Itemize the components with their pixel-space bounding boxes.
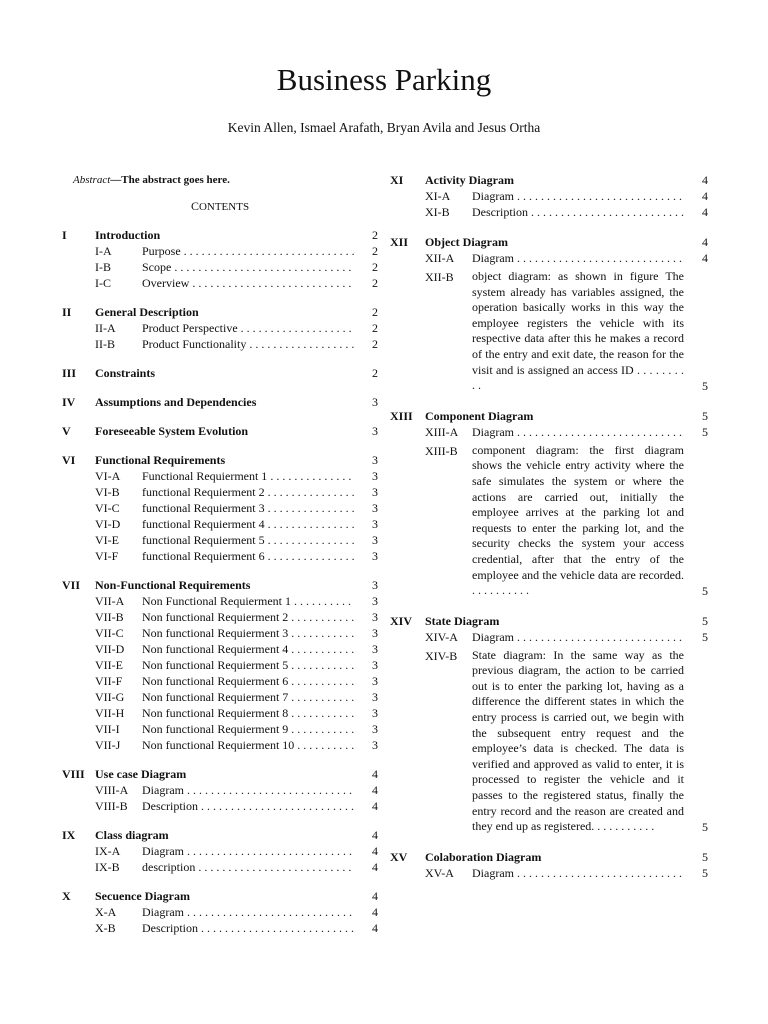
toc-section xyxy=(390,408,708,599)
toc-section-heading[interactable] xyxy=(390,408,708,424)
toc-subsection[interactable] xyxy=(62,843,378,859)
page-number: 3 xyxy=(372,674,378,688)
toc-subsection[interactable] xyxy=(62,532,378,548)
subsection-number: VII-C xyxy=(95,626,124,640)
page-number: 3 xyxy=(372,642,378,656)
page-number: 4 xyxy=(372,860,378,874)
toc-subsection[interactable] xyxy=(62,689,378,705)
section-number: V xyxy=(62,424,71,438)
toc-subsection[interactable] xyxy=(62,484,378,500)
toc-section xyxy=(62,827,378,875)
toc-subsection[interactable] xyxy=(62,920,378,936)
toc-right-column xyxy=(390,172,708,895)
subsection-number: VIII-B xyxy=(95,799,128,813)
section-title: Assumptions and Dependencies xyxy=(95,395,257,409)
toc-section-heading[interactable] xyxy=(62,827,378,843)
toc-subsection[interactable] xyxy=(62,782,378,798)
section-title: Functional Requirements xyxy=(95,453,226,467)
toc-subsection[interactable] xyxy=(62,721,378,737)
section-number: VII xyxy=(62,578,81,592)
page-number: 3 xyxy=(372,424,378,438)
page-number: 4 xyxy=(702,251,708,265)
toc-subsection[interactable] xyxy=(62,625,378,641)
toc-section xyxy=(62,452,378,564)
subsection-title: functional Requierment 4 . . . xyxy=(142,516,354,532)
toc-section-heading[interactable] xyxy=(62,304,378,320)
page-number: 3 xyxy=(372,549,378,563)
section-number: IV xyxy=(62,395,76,409)
page-number: 5 xyxy=(702,849,708,864)
section-title: Non-Functional Requirements xyxy=(95,578,251,592)
subsection-title: Non functional Requierment 2 . . . xyxy=(142,609,354,625)
toc-section xyxy=(62,888,378,936)
section-number: IX xyxy=(62,828,76,842)
page-number: 4 xyxy=(702,235,708,249)
subsection-title: object diagram: as shown in figure The system already has variables assigned, the operation basically works in this way the employee registers the vehicle with its respective data after this he makes a record of the entry and exit date, the reason for the visit and is assigned an access ID . . . . . . . . . . xyxy=(472,269,684,393)
abstract xyxy=(73,174,230,186)
page-number: 4 xyxy=(702,189,708,203)
subsection-number: VI-D xyxy=(95,517,121,531)
subsection-number: XII-B xyxy=(425,270,454,284)
subsection-number: XIII-B xyxy=(425,443,458,458)
page-number: 3 xyxy=(372,578,378,592)
page-number: 2 xyxy=(372,244,378,258)
section-title: Class diagram xyxy=(95,828,169,842)
section-title: Foreseeable System Evolution xyxy=(95,424,249,438)
subsection-number: VI-C xyxy=(95,501,120,515)
subsection-title: Diagram . . . xyxy=(472,188,684,204)
toc-subsection[interactable] xyxy=(62,859,378,875)
toc-section-heading[interactable] xyxy=(390,234,708,250)
page-number: 5 xyxy=(702,865,708,880)
subsection-title: Scope . . . xyxy=(142,259,354,275)
page-number: 3 xyxy=(372,626,378,640)
page-number: 3 xyxy=(372,501,378,515)
page-number: 2 xyxy=(372,305,378,319)
subsection-number: XI-A xyxy=(425,189,451,203)
page-number: 4 xyxy=(372,799,378,813)
page-number: 4 xyxy=(372,889,378,903)
toc-section xyxy=(62,365,378,381)
section-title: Introduction xyxy=(95,228,161,242)
section-number: XV xyxy=(390,849,408,864)
subsection-number: VII-H xyxy=(95,706,125,720)
page-number: 4 xyxy=(372,783,378,797)
page-number: 5 xyxy=(702,819,708,834)
toc-section xyxy=(62,227,378,291)
subsection-title: Non functional Requierment 10 . . . xyxy=(142,737,354,753)
toc-subsection[interactable] xyxy=(62,243,378,259)
toc-section xyxy=(390,849,708,881)
page-number: 3 xyxy=(372,610,378,624)
subsection-title: Non functional Requierment 7 . . . xyxy=(142,689,354,705)
subsection-title: Diagram . . . xyxy=(142,843,354,859)
toc-section xyxy=(390,613,708,835)
page-number: 3 xyxy=(372,594,378,608)
subsection-title: State diagram: In the same way as the previous diagram, the action to be carried out is to enter the parking lot, having as a difference the different states in which the entry process is carried out, we begin with the subsequent entry request and the employee’s data is checked. The data is verified and approved as valid to enter, it is processed to register the vehicle and it passes to the registered status, finally the entry record and the reason are created and they end up as registered. . . . . . . . . . . xyxy=(472,647,684,834)
toc-subsection[interactable] xyxy=(390,648,708,835)
page-number: 3 xyxy=(372,722,378,736)
page-number: 2 xyxy=(372,337,378,351)
section-number: I xyxy=(62,228,67,242)
toc-subsection[interactable] xyxy=(390,443,708,599)
page-number: 5 xyxy=(702,378,708,393)
subsection-title: Non functional Requierment 6 . . . xyxy=(142,673,354,689)
subsection-number: X-A xyxy=(95,905,117,919)
subsection-title: Diagram . . . xyxy=(142,782,354,798)
section-title: Object Diagram xyxy=(425,235,508,249)
subsection-number: II-A xyxy=(95,321,116,335)
toc-subsection[interactable] xyxy=(62,548,378,564)
toc-subsection[interactable] xyxy=(390,250,708,266)
subsection-number: VII-F xyxy=(95,674,123,688)
page-number: 4 xyxy=(372,767,378,781)
contents-heading: CONTENTS xyxy=(190,199,250,213)
toc-subsection[interactable] xyxy=(62,737,378,753)
page-number: 5 xyxy=(702,629,708,644)
toc-section xyxy=(62,423,378,439)
toc-subsection[interactable] xyxy=(62,904,378,920)
subsection-title: Description . . . xyxy=(472,204,684,220)
toc-section-heading[interactable] xyxy=(62,577,378,593)
section-number: XIV xyxy=(390,613,413,628)
page-number: 2 xyxy=(372,321,378,335)
subsection-title: Description . . . xyxy=(142,798,354,814)
toc-subsection[interactable] xyxy=(390,269,708,394)
section-title: Constraints xyxy=(95,366,156,380)
subsection-title: Non Functional Requierment 1 . . . xyxy=(142,593,354,609)
page-number: 5 xyxy=(702,408,708,423)
subsection-number: XIV-B xyxy=(425,648,458,663)
toc-subsection[interactable] xyxy=(62,275,378,291)
subsection-title: functional Requierment 5 . . . xyxy=(142,532,354,548)
page-number: 4 xyxy=(372,844,378,858)
toc-subsection[interactable] xyxy=(62,593,378,609)
section-number: VI xyxy=(62,453,76,467)
subsection-title: component diagram: the first diagram shows the vehicle entry activity where the safe simulates the system or where the actions are carried out, initially the employee arrives at the parking lot and requests to enter the parking lot, and the security checks the system your access credential, after that the entry of the employee and the vehicle data are recorded. . . . . . . . . . . xyxy=(472,442,684,598)
section-number: XI xyxy=(390,173,404,187)
subsection-number: I-C xyxy=(95,276,111,290)
subsection-title: Functional Requierment 1 . . . xyxy=(142,468,354,484)
subsection-title: Purpose . . . xyxy=(142,243,354,259)
subsection-number: VII-B xyxy=(95,610,124,624)
subsection-number: VI-B xyxy=(95,485,120,499)
subsection-title: Overview . . . xyxy=(142,275,354,291)
abstract-label: Abstract xyxy=(73,174,111,186)
subsection-title: Product Perspective . . . xyxy=(142,320,354,336)
section-number: XII xyxy=(390,235,409,249)
page-number: 3 xyxy=(372,690,378,704)
toc-subsection[interactable] xyxy=(390,204,708,220)
page-number: 3 xyxy=(372,658,378,672)
subsection-title: functional Requierment 6 . . . xyxy=(142,548,354,564)
abstract-text: —The abstract goes here. xyxy=(110,174,230,186)
page-number: 3 xyxy=(372,469,378,483)
subsection-number: VII-D xyxy=(95,642,125,656)
subsection-title: Non functional Requierment 8 . . . xyxy=(142,705,354,721)
section-title: Use case Diagram xyxy=(95,767,187,781)
subsection-number: IX-B xyxy=(95,860,120,874)
toc-left-column xyxy=(62,227,378,949)
toc-subsection[interactable] xyxy=(62,798,378,814)
section-number: VIII xyxy=(62,767,85,781)
subsection-number: VI-E xyxy=(95,533,119,547)
section-title: State Diagram xyxy=(425,613,500,628)
toc-section-heading[interactable] xyxy=(62,227,378,243)
page-number: 3 xyxy=(372,533,378,547)
section-title: General Description xyxy=(95,305,199,319)
subsection-title: Description . . . xyxy=(142,920,354,936)
page-number: 2 xyxy=(372,366,378,380)
subsection-number: IX-A xyxy=(95,844,121,858)
subsection-number: XI-B xyxy=(425,205,450,219)
toc-section-heading[interactable] xyxy=(390,849,708,865)
subsection-number: VI-A xyxy=(95,469,121,483)
page-number: 4 xyxy=(372,905,378,919)
toc-subsection[interactable] xyxy=(390,629,708,645)
toc-subsection[interactable] xyxy=(62,516,378,532)
section-title: Activity Diagram xyxy=(425,173,514,187)
subsection-number: VIII-A xyxy=(95,783,129,797)
subsection-number: XIII-A xyxy=(425,424,459,439)
page-number: 4 xyxy=(702,173,708,187)
toc-section-heading[interactable] xyxy=(390,613,708,629)
page-number: 3 xyxy=(372,485,378,499)
subsection-title: Non functional Requierment 3 . . . xyxy=(142,625,354,641)
page-number: 2 xyxy=(372,228,378,242)
section-number: XIII xyxy=(390,408,413,423)
page-number: 3 xyxy=(372,517,378,531)
section-title: Component Diagram xyxy=(425,408,534,423)
toc-section-heading[interactable] xyxy=(62,766,378,782)
toc-subsection[interactable] xyxy=(62,657,378,673)
toc-subsection[interactable] xyxy=(390,188,708,204)
subsection-title: Diagram . . . xyxy=(472,865,684,881)
subsection-number: I-B xyxy=(95,260,111,274)
toc-subsection[interactable] xyxy=(62,259,378,275)
page-number: 4 xyxy=(372,921,378,935)
page-number: 5 xyxy=(702,613,708,628)
subsection-title: Diagram . . . xyxy=(142,904,354,920)
toc-subsection[interactable] xyxy=(62,468,378,484)
subsection-number: VII-G xyxy=(95,690,125,704)
subsection-title: Diagram . . . xyxy=(472,424,684,440)
author-list: Kevin Allen, Ismael Arafath, Bryan Avila and Jesus Ortha xyxy=(227,120,541,135)
subsection-number: VII-J xyxy=(95,738,121,752)
toc-section-heading[interactable] xyxy=(390,172,708,188)
subsection-title: functional Requierment 2 . . . xyxy=(142,484,354,500)
toc-subsection[interactable] xyxy=(62,609,378,625)
page-number: 3 xyxy=(372,738,378,752)
toc-section xyxy=(62,304,378,352)
subsection-title: functional Requierment 3 . . . xyxy=(142,500,354,516)
toc-section xyxy=(62,394,378,410)
toc-section-heading[interactable] xyxy=(62,452,378,468)
toc-subsection[interactable] xyxy=(62,500,378,516)
subsection-number: XV-A xyxy=(425,865,454,880)
page-number: 5 xyxy=(702,424,708,439)
toc-subsection[interactable] xyxy=(62,641,378,657)
toc-subsection[interactable] xyxy=(62,705,378,721)
page-number: 2 xyxy=(372,260,378,274)
toc-section-heading[interactable] xyxy=(62,888,378,904)
toc-section xyxy=(390,172,708,220)
toc-subsection[interactable] xyxy=(62,673,378,689)
subsection-number: VII-I xyxy=(95,722,120,736)
subsection-title: Non functional Requierment 4 . . . xyxy=(142,641,354,657)
page-number: 5 xyxy=(702,583,708,598)
subsection-title: Diagram . . . xyxy=(472,250,684,266)
toc-section-heading[interactable] xyxy=(62,423,378,439)
subsection-number: XIV-A xyxy=(425,629,458,644)
subsection-number: VII-A xyxy=(95,594,125,608)
toc-section-heading[interactable] xyxy=(62,365,378,381)
subsection-title: Diagram . . . xyxy=(472,629,684,645)
page-number: 4 xyxy=(372,828,378,842)
toc-section xyxy=(390,234,708,394)
subsection-number: XII-A xyxy=(425,251,455,265)
page-number: 4 xyxy=(702,205,708,219)
toc-subsection[interactable] xyxy=(62,320,378,336)
page-number: 3 xyxy=(372,453,378,467)
page-number: 3 xyxy=(372,706,378,720)
paper-title: Business Parking xyxy=(276,62,492,97)
subsection-title: Non functional Requierment 9 . . . xyxy=(142,721,354,737)
toc-subsection[interactable] xyxy=(390,424,708,440)
toc-section xyxy=(62,577,378,753)
toc-section xyxy=(62,766,378,814)
page-number: 3 xyxy=(372,395,378,409)
subsection-number: VII-E xyxy=(95,658,123,672)
section-title: Colaboration Diagram xyxy=(425,849,542,864)
section-number: III xyxy=(62,366,77,380)
toc-section-heading[interactable] xyxy=(62,394,378,410)
toc-subsection[interactable] xyxy=(390,865,708,881)
toc-subsection[interactable] xyxy=(62,336,378,352)
subsection-number: VI-F xyxy=(95,549,119,563)
subsection-number: I-A xyxy=(95,244,112,258)
subsection-title: Product Functionality . . . xyxy=(142,336,354,352)
section-title: Secuence Diagram xyxy=(95,889,190,903)
section-number: II xyxy=(62,305,72,319)
subsection-title: Non functional Requierment 5 . . . xyxy=(142,657,354,673)
subsection-number: X-B xyxy=(95,921,116,935)
section-number: X xyxy=(62,889,71,903)
subsection-title: description . . . xyxy=(142,859,354,875)
page-number: 2 xyxy=(372,276,378,290)
subsection-number: II-B xyxy=(95,337,115,351)
